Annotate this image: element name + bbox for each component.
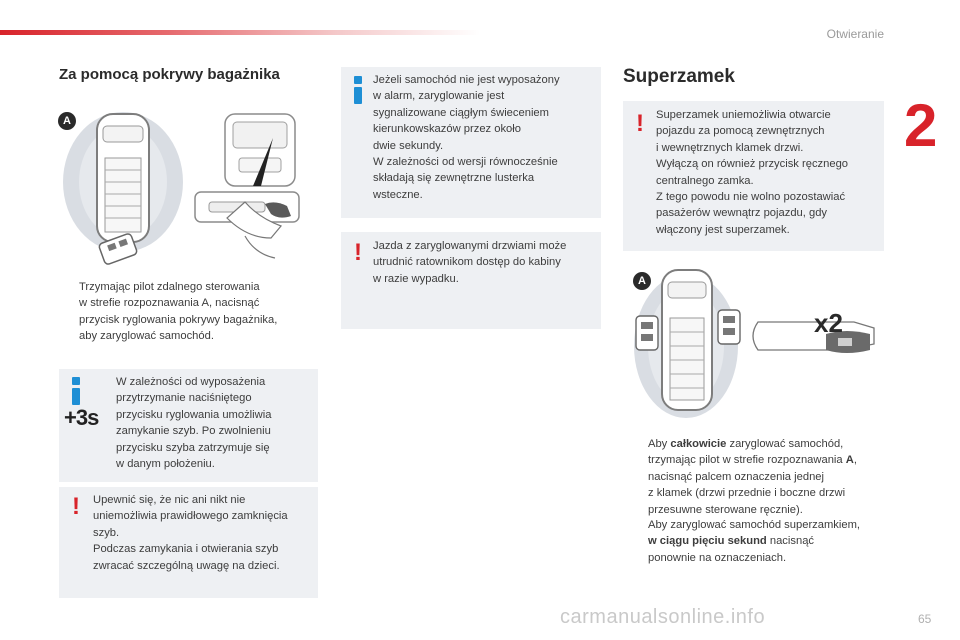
middle-info-text: Jeżeli samochód nie jest wyposażony w alarm, zaryglowanie jest sygnalizowane ciągłym świeceniem kierunkowskazów przez około dwie sekundy. W zależności od wersji równocześnie składają się zewnętrzne lusterka wsteczne. (373, 74, 560, 201)
left-info-text: W zależności od wyposażenia przytrzymanie naciśniętego przycisku ryglowania umożliwia zamykanie szyb. Po zwolnieniu przycisku szyba zatrzymuje się w danym położeniu. (116, 376, 272, 471)
middle-warning-text: Jazda z zaryglowanymi drzwiami może utrudnić ratownikom dostęp do kabiny w razie wypadku. (373, 240, 567, 285)
warning-icon: ! (72, 493, 80, 520)
left-bullet-text: Trzymając pilot zdalnego sterowania w strefie rozpoznawania A, nacisnąć przycisk ryglowania pokrywy bagażnika, aby zaryglować samochód. (79, 281, 278, 343)
warning-icon: ! (636, 110, 644, 137)
section-title: Otwieranie (826, 27, 884, 41)
left-warning-text: Upewnić się, że nic ani nikt nie uniemożliwia prawidłowego zamknięcia szyb. Podczas zamykania i otwierania szyb zwracać szczególną uwagę na dzieci. (93, 494, 288, 572)
right-warning-text: Superzamek uniemożliwia otwarcie pojazdu za pomocą zewnętrznych i wewnętrznych klamek drzwi. Wyłączą on również przycisk ręcznego centralnego zamka. Z tego powodu nie wolno pozostawiać pasażerów wewnątrz pojazdu, gdy włączony jest superzamek. (656, 109, 849, 236)
page-number: 65 (918, 612, 932, 626)
right-section-title: Superzamek (623, 66, 735, 87)
left-section-title: Za pomocą pokrywy bagażnika (59, 66, 280, 83)
three-seconds-badge: +3s (64, 405, 99, 430)
zone-a-label: A (63, 115, 71, 127)
right-bullet-2: Aby zaryglować samochód superzamkiem, w ciągu pięciu sekund nacisnąć ponownie na oznaczeniach. (648, 519, 861, 564)
zone-a-label: A (638, 275, 646, 287)
info-icon (354, 76, 362, 104)
right-bullet-1: Aby całkowicie zaryglować samochód, trzymając pilot w strefie rozpoznawania A, nacisnąć palcem oznaczenia jednej z klamek (drzwi przednie i boczne drzwi przesuwne sterowane ręcznie). (648, 438, 857, 516)
press-twice-label: x2 (814, 308, 843, 338)
header-accent-bar (0, 30, 480, 35)
watermark: carmanualsonline.info (560, 606, 766, 628)
car-door-handles-illustration (630, 264, 886, 420)
car-top-view-illustration (59, 108, 321, 266)
warning-icon: ! (354, 239, 362, 266)
info-icon (72, 377, 80, 405)
chapter-number: 2 (904, 92, 938, 159)
